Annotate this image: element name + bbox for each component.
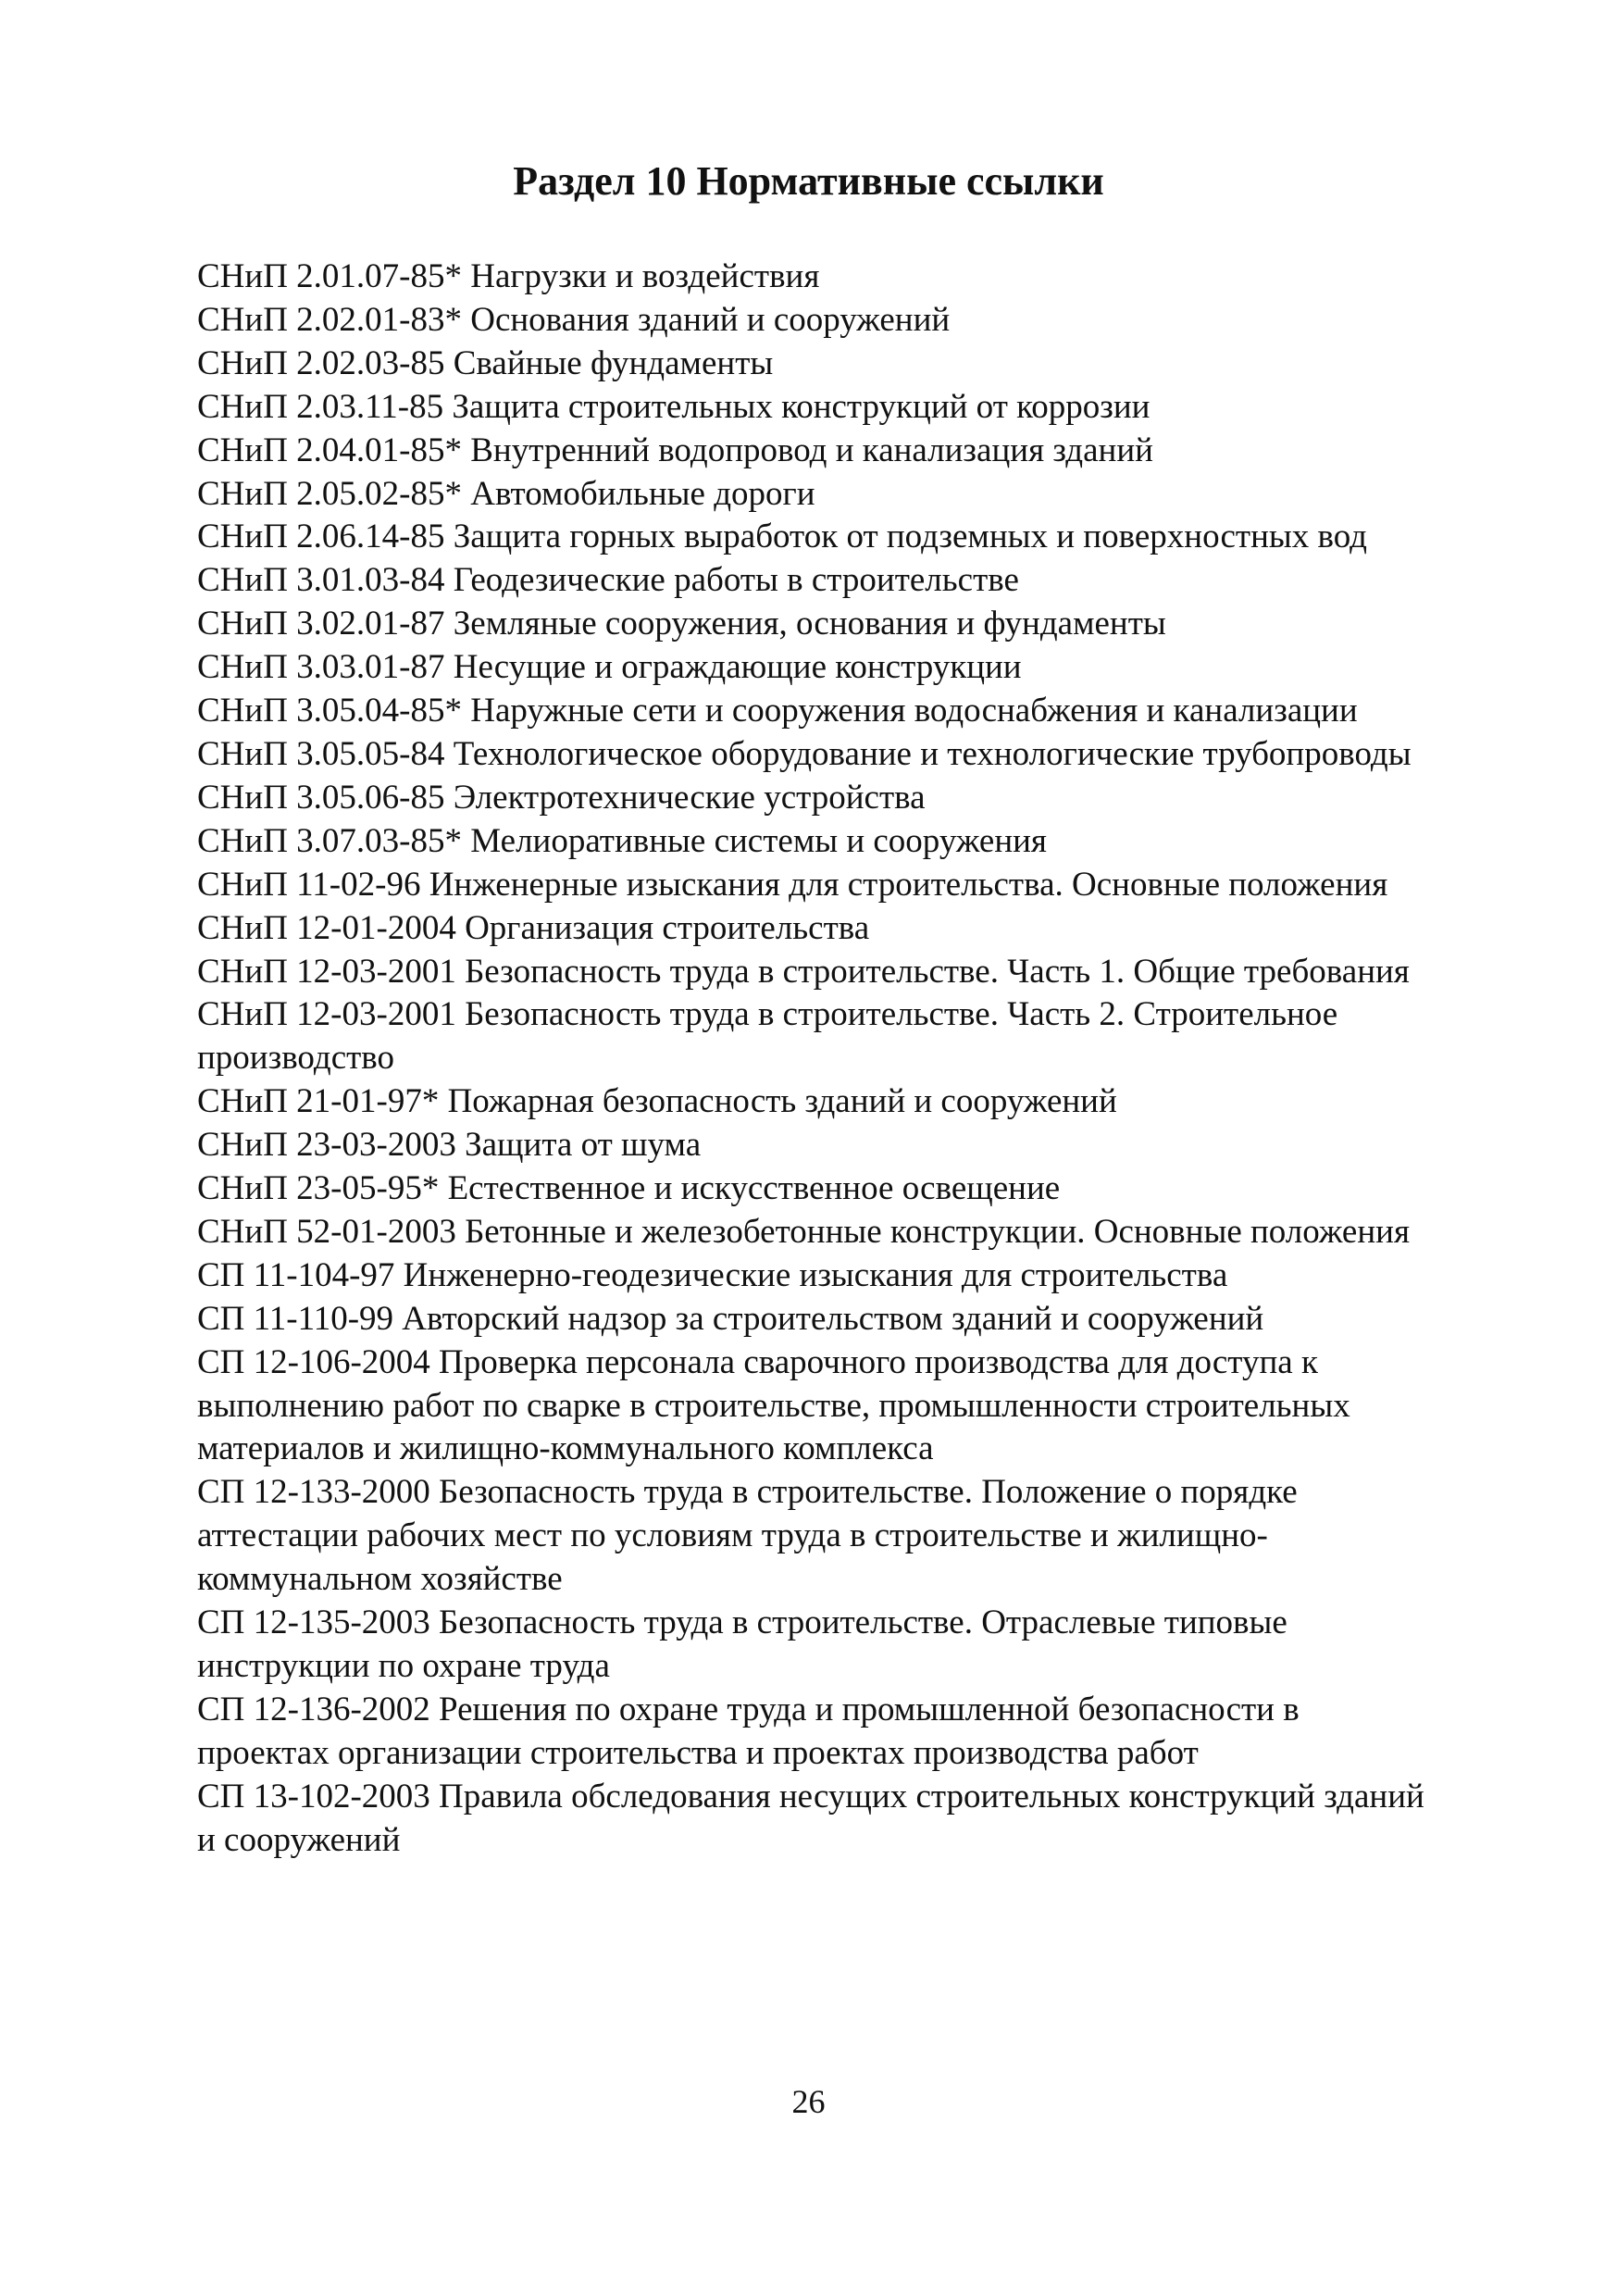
reference-item: СНиП 23-03-2003 Защита от шума — [197, 1126, 702, 1165]
reference-item: СНиП 3.05.04-85* Наружные сети и сооружения водоснабжения и канализации — [197, 692, 1358, 730]
reference-item: СНиП 12-01-2004 Организация строительства — [197, 908, 870, 947]
reference-item: СНиП 3.03.01-87 Несущие и ограждающие конструкции — [197, 648, 1022, 687]
reference-item: СП 13-102-2003 Правила обследования несущих строительных конструкций зданий и сооружений — [197, 1777, 1424, 1859]
reference-item: СНиП 3.05.06-85 Электротехнические устройства — [197, 778, 926, 817]
reference-item: СНиП 3.02.01-87 Земляные сооружения, основания и фундаменты — [197, 605, 1166, 643]
reference-item: СП 12-136-2002 Решения по охране труда и промышленной безопасности в проектах организации строительства и проектах производства работ — [197, 1690, 1300, 1772]
reference-item: СНиП 2.03.11-85 Защита строительных конструкций от коррозии — [197, 387, 1151, 426]
reference-item: СНиП 12-03-2001 Безопасность труда в строительстве. Часть 2. Строительное производство — [197, 995, 1338, 1078]
reference-item: СП 11-110-99 Авторский надзор за строительством зданий и сооружений — [197, 1299, 1264, 1338]
reference-item: СП 12-106-2004 Проверка персонала сварочного производства для доступа к выполнению работ по сварке в строительстве, промышленности строительных материалов и жилищно-коммунального комплекса — [197, 1342, 1350, 1468]
reference-item: СНиП 2.01.07-85* Нагрузки и воздействия — [197, 257, 820, 295]
reference-item: СНиП 2.06.14-85 Защита горных выработок от подземных и поверхностных вод — [197, 518, 1367, 556]
reference-item: СНиП 2.02.01-83* Основания зданий и сооружений — [197, 300, 951, 339]
reference-item: СНиП 23-05-95* Естественное и искусственное освещение — [197, 1169, 1061, 1208]
reference-item: СНиП 2.02.03-85 Свайные фундаменты — [197, 343, 774, 382]
reference-item: СНиП 21-01-97* Пожарная безопасность зданий и сооружений — [197, 1082, 1117, 1121]
reference-item: СП 12-133-2000 Безопасность труда в строительстве. Положение о порядке аттестации рабочих мест по условиям труда в строительстве и жилищно-коммунальном хозяйстве — [197, 1473, 1298, 1599]
section-heading: Раздел 10 Нормативные ссылки — [513, 158, 1104, 204]
reference-item: СП 11-104-97 Инженерно-геодезические изыскания для строительства — [197, 1255, 1228, 1294]
reference-item: СНиП 3.07.03-85* Мелиоративные системы и сооружения — [197, 821, 1047, 860]
normative-references-list — [197, 256, 1437, 1863]
reference-item: СНиП 52-01-2003 Бетонные и железобетонные конструкции. Основные положения — [197, 1212, 1410, 1251]
page-number: 26 — [791, 2083, 826, 2120]
reference-item: СНиП 3.01.03-84 Геодезические работы в строительстве — [197, 561, 1019, 600]
reference-item: СП 12-135-2003 Безопасность труда в строительстве. Отраслевые типовые инструкции по охране труда — [197, 1603, 1287, 1685]
reference-item: СНиП 12-03-2001 Безопасность труда в строительстве. Часть 1. Общие требования — [197, 952, 1410, 991]
reference-item: СНиП 2.05.02-85* Автомобильные дороги — [197, 474, 815, 513]
reference-item: СНиП 3.05.05-84 Технологическое оборудование и технологические трубопроводы — [197, 734, 1412, 773]
reference-item: СНиП 11-02-96 Инженерные изыскания для строительства. Основные положения — [197, 865, 1388, 904]
reference-item: СНиП 2.04.01-85* Внутренний водопровод и канализация зданий — [197, 430, 1153, 469]
